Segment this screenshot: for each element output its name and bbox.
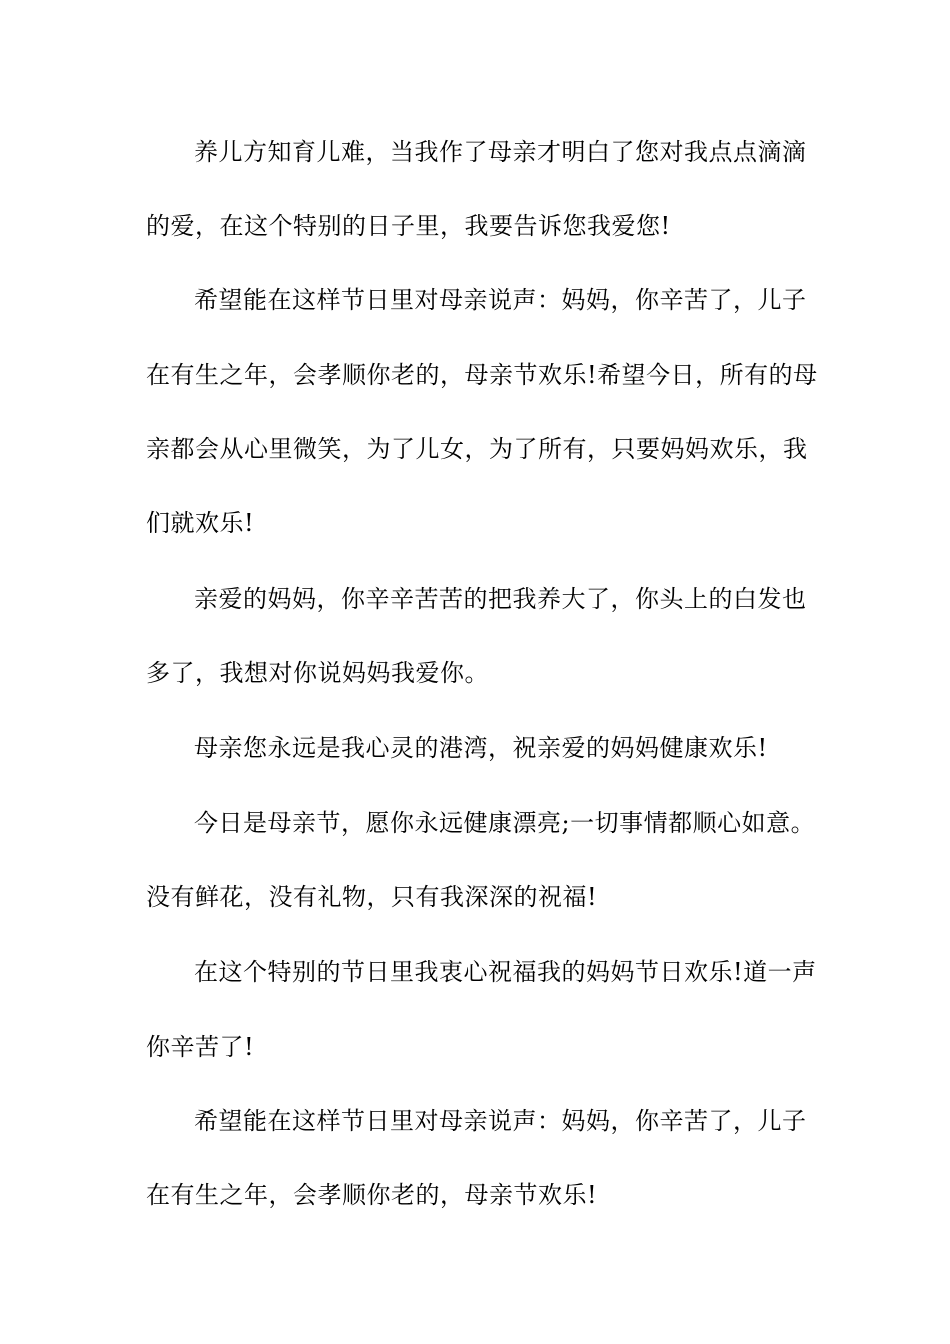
- paragraph-7-line-1: 希望能在这样节日里对母亲说声：妈妈，你辛苦了，儿子: [194, 1107, 807, 1135]
- paragraph-4-line-1: 母亲您永远是我心灵的港湾，祝亲爱的妈妈健康欢乐!: [194, 734, 768, 762]
- paragraph-5-line-1: 今日是母亲节，愿你永远健康漂亮;一切事情都顺心如意。: [194, 809, 816, 837]
- paragraph-7-line-2: 在有生之年，会孝顺你老的，母亲节欢乐!: [146, 1181, 598, 1209]
- paragraph-1-line-1: 养儿方知育儿难，当我作了母亲才明白了您对我点点滴滴: [194, 138, 807, 166]
- paragraph-1-line-2: 的爱，在这个特别的日子里，我要告诉您我爱您!: [146, 212, 671, 240]
- paragraph-3-line-2: 多了，我想对你说妈妈我爱你。: [146, 659, 489, 687]
- paragraph-5-line-2: 没有鲜花，没有礼物，只有我深深的祝福!: [146, 883, 598, 911]
- paragraph-2-line-3: 亲都会从心里微笑，为了儿女，为了所有，只要妈妈欢乐，我: [146, 435, 808, 463]
- paragraph-6-line-1: 在这个特别的节日里我衷心祝福我的妈妈节日欢乐!道一声: [194, 958, 817, 986]
- paragraph-2-line-4: 们就欢乐!: [146, 509, 255, 537]
- paragraph-2-line-1: 希望能在这样节日里对母亲说声：妈妈，你辛苦了，儿子: [194, 286, 807, 314]
- paragraph-3-line-1: 亲爱的妈妈，你辛辛苦苦的把我养大了，你头上的白发也: [194, 585, 807, 613]
- paragraph-6-line-2: 你辛苦了!: [146, 1033, 255, 1061]
- paragraph-2-line-2: 在有生之年，会孝顺你老的，母亲节欢乐!希望今日，所有的母: [146, 361, 818, 389]
